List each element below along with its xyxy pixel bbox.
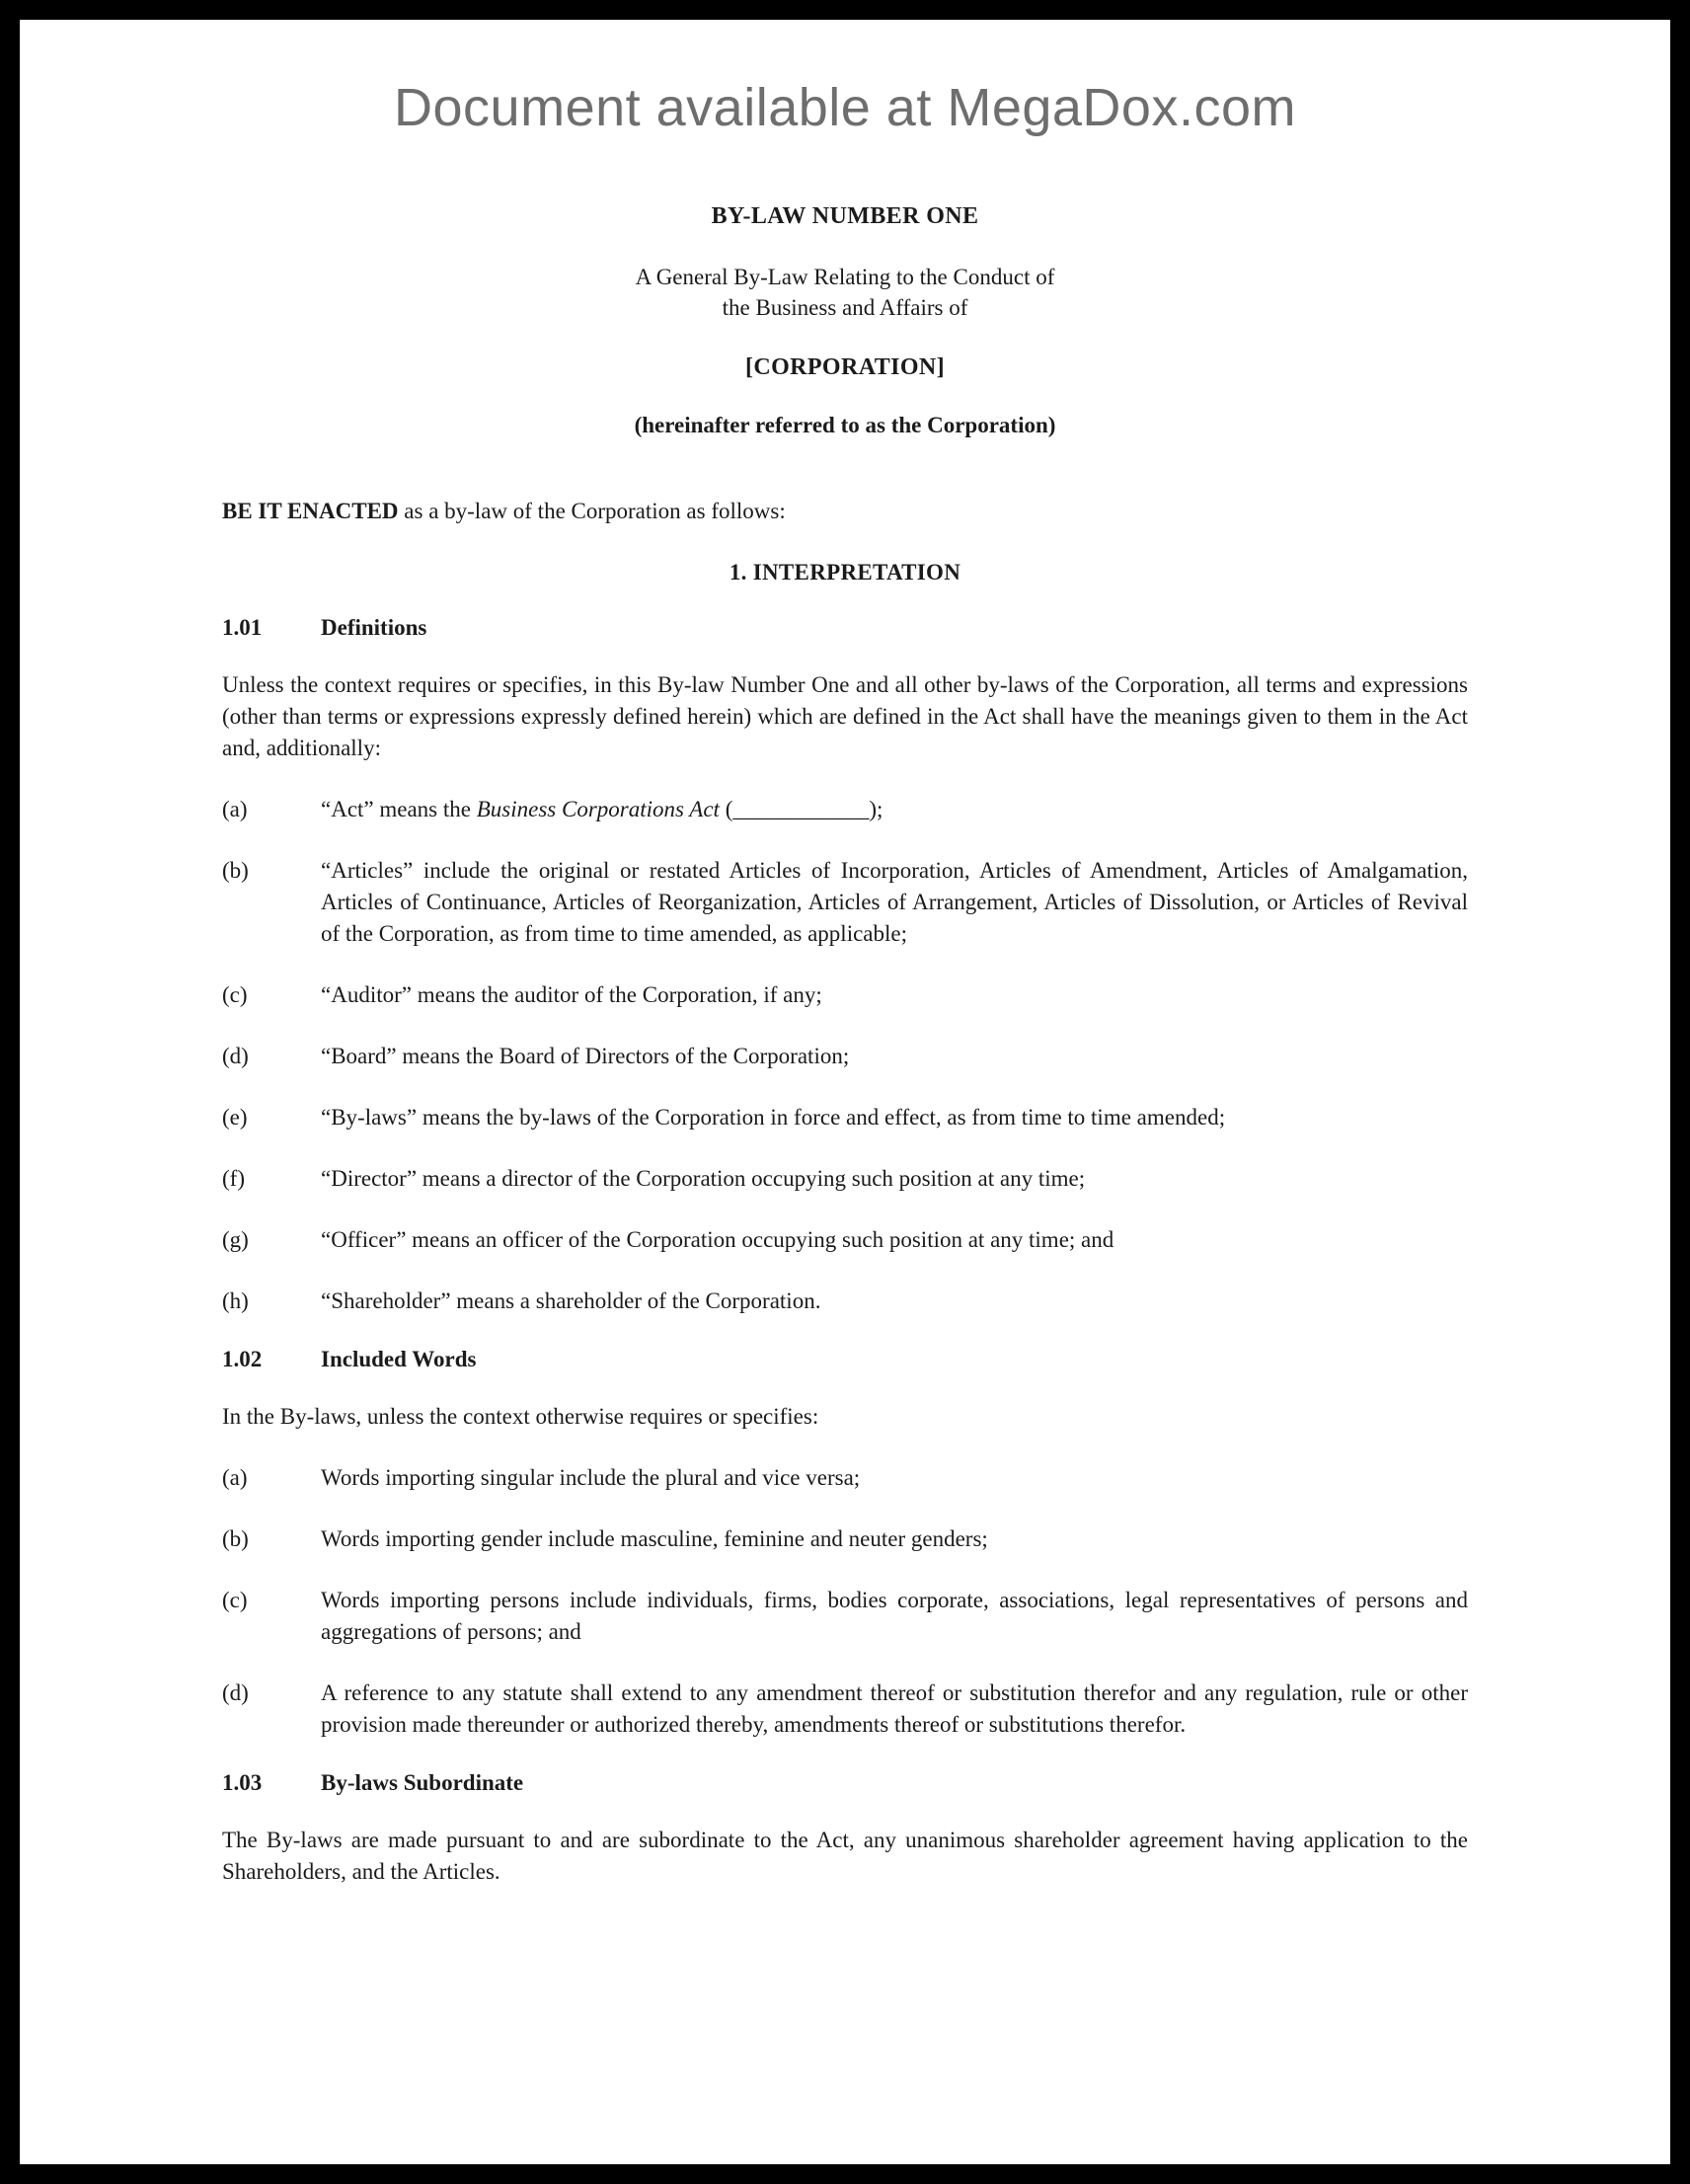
section-1-03-body: The By-laws are made pursuant to and are subordinate to the Act, any unanimous shareholder agreement having application to the Shareholders, and the Articles. <box>222 1828 1468 1884</box>
item-text: “Auditor” means the auditor of the Corporation, if any; <box>321 982 822 1007</box>
enactment-clause <box>222 496 1468 527</box>
item-text: “Officer” means an officer of the Corporation occupying such position at any time; and <box>321 1227 1114 1252</box>
item-label: (a) <box>222 1465 248 1490</box>
document-title: BY-LAW NUMBER ONE <box>711 203 979 229</box>
item-text: Words importing singular include the plural and vice versa; <box>321 1465 861 1490</box>
section-title: By-laws Subordinate <box>321 1770 524 1795</box>
included-words-item-d <box>222 1677 1468 1741</box>
statute-name-italic: Business Corporations Act <box>476 797 720 821</box>
item-label: (c) <box>222 1588 248 1612</box>
item-label: (h) <box>222 1288 249 1313</box>
part-1-heading: 1. INTERPRETATION <box>729 560 961 585</box>
subtitle-line-2: the Business and Affairs of <box>722 295 968 320</box>
item-label: (g) <box>222 1227 249 1252</box>
item-text <box>321 794 1468 825</box>
section-1-02-intro: In the By-laws, unless the context otherwise requires or specifies: <box>222 1404 819 1429</box>
item-text: “Articles” include the original or restated Articles of Incorporation, Articles of Amendment, Articles of Amalgamation, Articles of Continuance, Articles of Reorganization, Articles of Arrangement, Articles of Dissolution, or Articles of Revival of the Corporation, as from time to time amended, as applicable; <box>321 858 1468 946</box>
section-heading-1-01 <box>222 615 1468 641</box>
item-text-pre: “Act” means the <box>321 797 477 821</box>
item-text: A reference to any statute shall extend to any amendment thereof or substitution therefor and any regulation, rule or other provision made thereunder or authorized thereby, amendments thereof or substitutions therefor. <box>321 1680 1468 1737</box>
item-text: “Shareholder” means a shareholder of the Corporation. <box>321 1288 821 1313</box>
definition-item-f <box>222 1163 1468 1195</box>
item-text: “Director” means a director of the Corporation occupying such position at any time; <box>321 1166 1086 1191</box>
section-number: 1.01 <box>222 615 263 640</box>
corporation-name-placeholder: [CORPORATION] <box>744 354 946 380</box>
item-label: (f) <box>222 1166 245 1191</box>
item-label: (b) <box>222 858 249 883</box>
document-content <box>20 20 1670 1888</box>
included-words-item-b <box>222 1523 1468 1555</box>
enactment-rest: as a by-law of the Corporation as follows: <box>398 499 786 523</box>
item-label: (a) <box>222 797 248 821</box>
section-heading-1-02 <box>222 1347 1468 1372</box>
section-title: Definitions <box>321 615 427 640</box>
definition-item-b <box>222 855 1468 950</box>
included-words-item-a <box>222 1462 1468 1494</box>
section-number: 1.02 <box>222 1347 263 1371</box>
definition-item-d <box>222 1041 1468 1072</box>
definition-item-e <box>222 1102 1468 1133</box>
item-text: “By-laws” means the by-laws of the Corporation in force and effect, as from time to time amended; <box>321 1105 1226 1130</box>
definition-item-h <box>222 1286 1468 1317</box>
item-text: Words importing persons include individuals, firms, bodies corporate, associations, legal representatives of persons and aggregations of persons; and <box>321 1588 1468 1644</box>
section-heading-1-03 <box>222 1770 1468 1796</box>
item-label: (c) <box>222 982 248 1007</box>
item-text: “Board” means the Board of Directors of the Corporation; <box>321 1044 850 1068</box>
definition-item-g <box>222 1224 1468 1256</box>
item-label: (d) <box>222 1044 249 1068</box>
included-words-item-c <box>222 1585 1468 1648</box>
item-text: Words importing gender include masculine, feminine and neuter genders; <box>321 1526 988 1551</box>
enactment-lead-in: BE IT ENACTED <box>222 499 399 523</box>
hereinafter-clause: (hereinafter referred to as the Corporation) <box>634 413 1056 437</box>
section-number: 1.03 <box>222 1770 263 1795</box>
section-title: Included Words <box>321 1347 477 1371</box>
item-label: (b) <box>222 1526 249 1551</box>
item-label: (e) <box>222 1105 248 1130</box>
item-label: (d) <box>222 1680 249 1705</box>
document-subtitle <box>222 262 1468 323</box>
definition-item-a <box>222 794 1468 825</box>
section-1-01-intro: Unless the context requires or specifies, in this By-law Number One and all other by-laws of the Corporation, all terms and expressions (other than terms or expressions expressly defined herein) which are defined in the Act shall have the meanings given to them in the Act and, additionally: <box>222 672 1468 760</box>
item-text-post: (____________); <box>719 797 883 821</box>
definition-item-c <box>222 979 1468 1011</box>
subtitle-line-1: A General By-Law Relating to the Conduct of <box>635 265 1055 289</box>
watermark-text: Document available at MegaDox.com <box>394 78 1296 137</box>
